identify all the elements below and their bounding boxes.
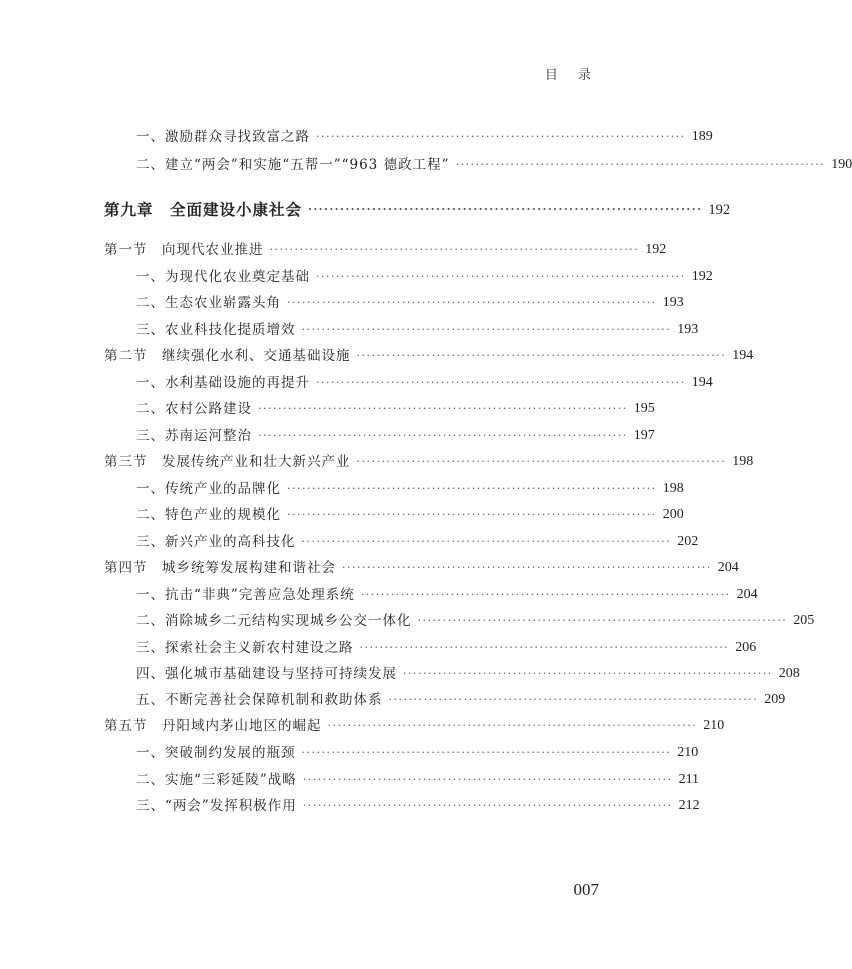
- toc-entry-page: 197: [633, 428, 655, 443]
- leader-dots: ··········································································: [359, 641, 730, 654]
- toc-entry-title: 三、农业科技化提质增效: [136, 322, 296, 338]
- leader-dots: ··········································································: [302, 799, 673, 812]
- leader-dots: ··········································································: [455, 158, 826, 171]
- toc-entry-page: 202: [677, 534, 699, 549]
- toc-entry-title: 一、为现代化农业奠定基础: [136, 269, 310, 285]
- toc-entry-page: 192: [691, 269, 713, 284]
- toc-entry[interactable]: [104, 638, 757, 658]
- toc-entry-page: 211: [678, 772, 700, 787]
- toc-entry[interactable]: [104, 479, 684, 499]
- toc-section[interactable]: [104, 346, 754, 366]
- leader-dots: ··········································································: [316, 376, 686, 389]
- toc-section-title: 第五节 丹阳域内茅山地区的崛起: [104, 718, 322, 734]
- leader-dots: ··········································································: [287, 296, 657, 309]
- toc-entry-page: 194: [691, 375, 713, 390]
- toc-section[interactable]: [104, 452, 754, 472]
- toc-entry[interactable]: [104, 505, 684, 525]
- toc-entry-title: 三、“两会”发挥积极作用: [136, 798, 297, 814]
- toc-entry[interactable]: [104, 690, 786, 710]
- toc-entry-page: 205: [793, 613, 815, 628]
- toc-entry[interactable]: [104, 611, 815, 631]
- toc-entry[interactable]: [104, 293, 684, 313]
- leader-dots: ··········································································: [301, 323, 672, 336]
- leader-dots: ··········································································: [417, 614, 788, 627]
- leader-dots: ··········································································: [356, 349, 727, 362]
- toc-entry-title: 二、农村公路建设: [136, 401, 252, 417]
- toc-entry-title: 二、建立“两会”和实施“五帮一”“963 德政工程”: [136, 157, 450, 173]
- toc-entry[interactable]: [104, 155, 852, 175]
- leader-dots: ··········································································: [287, 482, 657, 495]
- toc-entry-page: 193: [662, 295, 684, 310]
- toc-section[interactable]: [104, 558, 739, 578]
- toc-entry-page: 195: [633, 401, 655, 416]
- toc-entry[interactable]: [104, 664, 800, 684]
- toc-section[interactable]: [104, 716, 725, 736]
- toc-entry-page: 209: [764, 692, 786, 707]
- toc-entry-title: 二、生态农业崭露头角: [136, 295, 281, 311]
- toc-entry[interactable]: [104, 770, 700, 790]
- toc-entry-page: 204: [736, 587, 758, 602]
- leader-dots: ··········································································: [258, 429, 628, 442]
- leader-dots: ··········································································: [360, 588, 731, 601]
- toc-entry-title: 一、水利基础设施的再提升: [136, 375, 310, 391]
- leader-dots: ··········································································: [287, 508, 657, 521]
- toc-entry[interactable]: [104, 267, 713, 287]
- toc-entry-title: 五、不断完善社会保障机制和救助体系: [136, 692, 383, 708]
- toc-entry-title: 四、强化城市基础建设与坚持可持续发展: [136, 666, 397, 682]
- toc-entry-title: 一、传统产业的品牌化: [136, 481, 281, 497]
- toc-entry-title: 三、新兴产业的高科技化: [136, 534, 296, 550]
- page-number: 007: [573, 880, 599, 899]
- toc-entry-page: 210: [677, 745, 699, 760]
- toc-section-title: 第二节 继续强化水利、交通基础设施: [104, 348, 351, 364]
- leader-dots: ··········································································: [356, 455, 727, 468]
- leader-dots: ··········································································: [302, 773, 673, 786]
- toc-entry-title: 二、特色产业的规模化: [136, 507, 281, 523]
- toc-entry[interactable]: [104, 399, 655, 419]
- leader-dots: ··········································································: [308, 203, 703, 216]
- toc-entry[interactable]: [104, 743, 699, 763]
- leader-dots: ··········································································: [258, 402, 628, 415]
- toc-chapter[interactable]: [104, 198, 731, 222]
- toc-entry-page: 212: [678, 798, 700, 813]
- toc-section-page: 192: [645, 242, 667, 257]
- toc-section[interactable]: [104, 240, 667, 260]
- leader-dots: ··········································································: [301, 746, 672, 759]
- toc-entry-title: 一、突破制约发展的瓶颈: [136, 745, 296, 761]
- toc-entry-page: 208: [778, 666, 800, 681]
- toc-chapter-page: 192: [708, 202, 731, 218]
- toc-entry-title: 三、探索社会主义新农村建设之路: [136, 640, 354, 656]
- toc-section-title: 第三节 发展传统产业和壮大新兴产业: [104, 454, 351, 470]
- toc-entry[interactable]: [104, 320, 699, 340]
- leader-dots: ··········································································: [316, 130, 686, 143]
- running-header: 目 录: [544, 68, 599, 83]
- toc-entry-page: 198: [662, 481, 684, 496]
- toc-entry[interactable]: [104, 373, 713, 393]
- toc-entry-page: 190: [831, 157, 852, 172]
- toc-entry[interactable]: [104, 127, 713, 147]
- leader-dots: ··········································································: [301, 535, 672, 548]
- leader-dots: ··········································································: [388, 693, 759, 706]
- toc-chapter-title: 第九章 全面建设小康社会: [104, 200, 303, 219]
- toc-section-title: 第四节 城乡统筹发展构建和谐社会: [104, 560, 336, 576]
- toc-section-page: 194: [732, 348, 754, 363]
- leader-dots: ··········································································: [342, 561, 712, 574]
- leader-dots: ··········································································: [327, 719, 698, 732]
- toc-entry-title: 二、消除城乡二元结构实现城乡公交一体化: [136, 613, 412, 629]
- toc-entry[interactable]: [104, 532, 699, 552]
- toc-entry-title: 一、激励群众寻找致富之路: [136, 129, 310, 145]
- toc-entry[interactable]: [104, 796, 700, 816]
- toc-entry-page: 193: [677, 322, 699, 337]
- toc-entry[interactable]: [104, 585, 758, 605]
- toc-entry-page: 200: [662, 507, 684, 522]
- toc-section-title: 第一节 向现代农业推进: [104, 242, 264, 258]
- leader-dots: ··········································································: [269, 243, 640, 256]
- toc-entry[interactable]: [104, 426, 655, 446]
- toc-entry-page: 206: [735, 640, 757, 655]
- toc-entry-page: 189: [691, 129, 713, 144]
- toc-entry-title: 一、抗击“非典”完善应急处理系统: [136, 587, 355, 603]
- leader-dots: ··········································································: [403, 667, 773, 680]
- toc-section-page: 198: [732, 454, 754, 469]
- leader-dots: ··········································································: [316, 270, 686, 283]
- toc-section-page: 210: [703, 718, 725, 733]
- toc-entry-title: 二、实施“三彩延陵”战略: [136, 772, 297, 788]
- toc-section-page: 204: [717, 560, 739, 575]
- toc-entry-title: 三、苏南运河整治: [136, 428, 252, 444]
